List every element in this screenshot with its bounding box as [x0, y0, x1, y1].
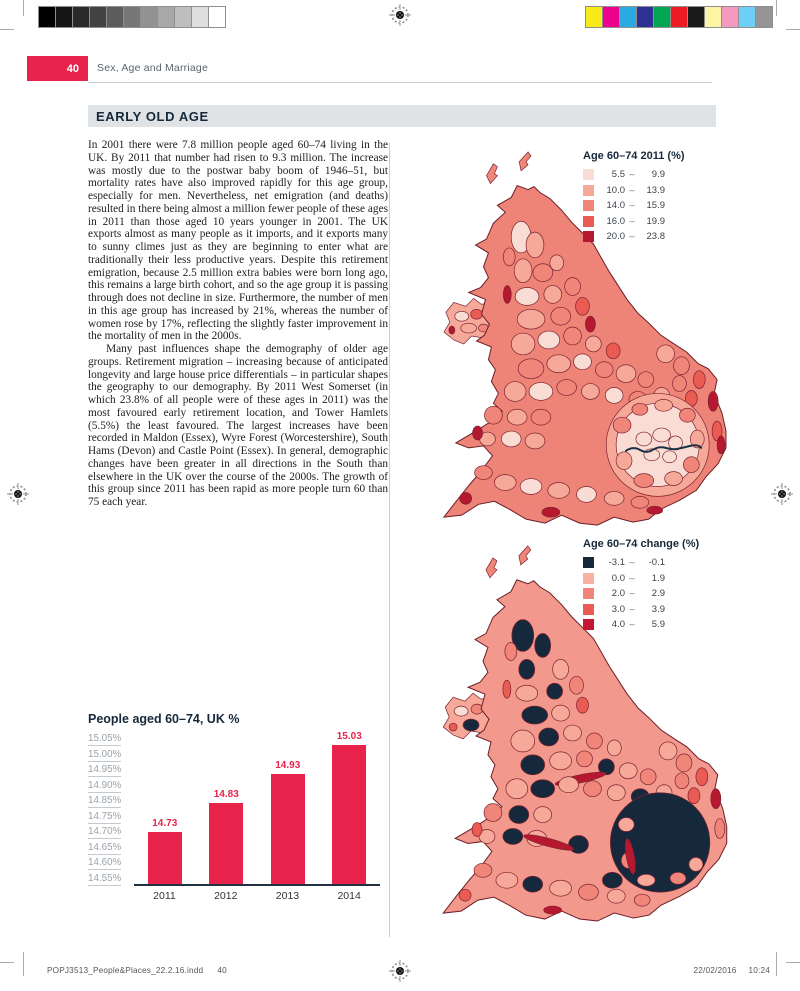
legend-range-high: 19.9	[646, 215, 665, 227]
legend-row	[583, 167, 748, 183]
legend-row	[583, 571, 748, 587]
legend-swatch	[583, 604, 594, 615]
calibration-swatch	[192, 7, 209, 27]
calibration-swatch	[756, 7, 772, 27]
bar	[271, 774, 305, 884]
calibration-swatch	[705, 7, 722, 27]
bar	[148, 832, 182, 884]
legend-range-low: 0.0	[611, 572, 625, 584]
x-tick-label: 2014	[337, 890, 361, 902]
page-number-badge	[27, 56, 88, 81]
legend-row	[583, 617, 748, 633]
legend-range-high: 5.9	[651, 619, 665, 631]
legend-range-dash: –	[629, 215, 635, 227]
legend-range-dash: –	[629, 200, 635, 212]
bar-value-label: 14.83	[213, 789, 239, 800]
crop-mark	[786, 962, 800, 963]
y-tick-label: 15.00%	[88, 748, 122, 760]
paragraph: Many past influences shape the demography of older age groups. Retirement migration – increasing because of anticipated longevity and large house price differentials – in particular shapes the geography to our demography. By 2011 West Somerset (in which 23.8% of all people were of these ages in 2011) was the most favoured early retirement location, and Tower Hamlets (5.5%) the least favoured. The largest increases have been recorded in Maldon (Essex), Wyre Forest (Worcestershire), South Hams (Devon) and Castle Point (Essex). In general, demographic changes have been greater in all directions in the South than elsewhere in the UK over the course of the 2000s. The growth of this group since 2011 has been rapid as more people turn 60 than 75 each year.	[88, 343, 388, 508]
legend-change	[583, 538, 748, 633]
chart-y-axis	[88, 734, 134, 886]
section-heading: EARLY OLD AGE	[96, 108, 209, 124]
legend-rows	[583, 555, 748, 633]
y-tick-label: 15.05%	[88, 733, 122, 744]
crop-mark	[23, 0, 24, 16]
legend-range-dash: –	[629, 184, 635, 196]
chart-plot-area	[134, 731, 380, 886]
legend-range-low: 5.5	[611, 169, 625, 181]
bar-slot	[271, 760, 305, 884]
bar-value-label: 14.73	[152, 818, 178, 829]
crop-mark	[0, 29, 14, 30]
calibration-swatch	[124, 7, 141, 27]
footer-datetime	[694, 966, 770, 975]
legend-range-high: -0.1	[648, 557, 665, 569]
color-calibration-bar	[585, 6, 773, 28]
legend-title: Age 60–74 change (%)	[583, 538, 700, 550]
legend-range-dash: –	[629, 572, 635, 584]
legend-row	[583, 198, 748, 214]
legend-range-low: 20.0	[606, 231, 625, 243]
crop-mark	[23, 952, 24, 976]
crop-mark	[0, 962, 14, 963]
legend-row	[583, 214, 748, 230]
legend-range-low: 4.0	[611, 619, 625, 631]
calibration-swatch	[671, 7, 688, 27]
bar	[209, 803, 243, 884]
y-tick-label: 14.65%	[88, 841, 122, 853]
y-tick-label: 14.95%	[88, 764, 122, 776]
y-tick-label: 14.85%	[88, 795, 122, 807]
legend-range-dash: –	[629, 603, 635, 615]
x-tick-label: 2013	[275, 890, 300, 902]
legend-range-dash: –	[629, 169, 635, 181]
legend-range-low: -3.1	[608, 557, 625, 569]
legend-range-low: 16.0	[606, 215, 625, 227]
footer-date: 22/02/2016	[693, 966, 737, 975]
calibration-swatch	[209, 7, 225, 27]
legend-swatch	[583, 557, 594, 568]
imprint-filename: POPJ3513_People&Places_22.2.16.indd	[47, 966, 204, 975]
bar-slot	[332, 731, 366, 884]
bar-slot	[209, 789, 243, 884]
legend-range-high: 13.9	[646, 184, 665, 196]
legend-rows	[583, 167, 748, 245]
paragraph: In 2001 there were 7.8 million people aged 60–74 living in the UK. By 2011 that number had risen to 9.3 million. The increase was mostly due to the postwar baby boom of 1946–51, but mortality rates have also improved rapidly for this age group, especially for men. Nevertheless, net emigration (and deaths) resulted in there being almost a million fewer people of these ages in 2011 than those aged 10 years younger in 2001. The UK exports almost as many people as it imports, and it exports many to sunny climes just as they are beginning to enter what are traditionally their less productive years. Despite this retirement emigration, because 2.5 million extra babies were born long ago, this remains a large birth cohort, and so the age group it is passing through does not decline in size. Furthermore, the number of men in this age group has increased by 21%, whereas the number of women rose by 17%, reflecting the slightly faster improvement in the mortality of men in the 2000s.	[88, 139, 388, 343]
footer-imprint	[47, 966, 227, 975]
grayscale-calibration-bar	[38, 6, 226, 28]
calibration-swatch	[39, 7, 56, 27]
column-divider	[389, 143, 390, 937]
x-tick-label: 2012	[214, 890, 238, 902]
legend-swatch	[583, 200, 594, 211]
y-tick-label: 14.70%	[88, 826, 122, 838]
calibration-swatch	[586, 7, 603, 27]
bar	[332, 745, 366, 884]
legend-swatch	[583, 169, 594, 180]
calibration-swatch	[739, 7, 756, 27]
calibration-swatch	[620, 7, 637, 27]
legend-range-low: 3.0	[611, 603, 625, 615]
calibration-swatch	[603, 7, 620, 27]
y-tick-label: 14.75%	[88, 810, 122, 822]
legend-range-low: 14.0	[606, 200, 625, 212]
crop-mark	[786, 29, 800, 30]
crop-mark	[776, 0, 777, 16]
calibration-swatch	[107, 7, 124, 27]
calibration-swatch	[688, 7, 705, 27]
footer-time: 10:24	[748, 966, 770, 975]
legend-row	[583, 602, 748, 618]
legend-swatch	[583, 185, 594, 196]
legend-range-high: 1.9	[651, 572, 665, 584]
bar-value-label: 14.93	[275, 760, 301, 771]
calibration-swatch	[637, 7, 654, 27]
calibration-swatch	[158, 7, 175, 27]
registration-mark-top	[389, 4, 411, 26]
crop-mark	[776, 952, 777, 976]
chart-x-axis	[134, 890, 380, 902]
legend-row	[583, 586, 748, 602]
calibration-swatch	[73, 7, 90, 27]
legend-range-high: 23.8	[646, 231, 665, 243]
section-heading-band	[88, 105, 716, 127]
legend-title: Age 60–74 2011 (%)	[583, 150, 685, 162]
running-header: Sex, Age and Marriage	[97, 62, 209, 74]
chart-title: People aged 60–74, UK %	[88, 712, 240, 726]
calibration-swatch	[90, 7, 107, 27]
legend-range-dash: –	[629, 557, 635, 569]
legend-range-dash: –	[629, 588, 635, 600]
legend-range-high: 3.9	[651, 603, 665, 615]
registration-mark-right	[771, 483, 793, 505]
legend-swatch	[583, 588, 594, 599]
legend-range-low: 10.0	[606, 184, 625, 196]
legend-row	[583, 183, 748, 199]
legend-range-high: 15.9	[646, 200, 665, 212]
calibration-swatch	[56, 7, 73, 27]
legend-2011	[583, 150, 748, 245]
header-rule	[88, 82, 712, 83]
calibration-swatch	[175, 7, 192, 27]
legend-row	[583, 229, 748, 245]
legend-range-low: 2.0	[611, 588, 625, 600]
calibration-swatch	[722, 7, 739, 27]
y-tick-label: 14.55%	[88, 872, 122, 884]
legend-range-high: 2.9	[651, 588, 665, 600]
calibration-swatch	[654, 7, 671, 27]
registration-mark-left	[7, 483, 29, 505]
bar-chart-people-aged-60-74	[88, 712, 380, 902]
article-body	[88, 139, 388, 509]
legend-range-dash: –	[629, 619, 635, 631]
y-tick-label: 14.90%	[88, 779, 122, 791]
calibration-swatch	[141, 7, 158, 27]
legend-row	[583, 555, 748, 571]
legend-range-dash: –	[629, 231, 635, 243]
bar-value-label: 15.03	[336, 731, 362, 742]
bar-slot	[148, 818, 182, 884]
legend-swatch	[583, 231, 594, 242]
legend-range-high: 9.9	[651, 169, 665, 181]
legend-swatch	[583, 216, 594, 227]
legend-swatch	[583, 573, 594, 584]
page-number: 40	[66, 62, 79, 75]
legend-swatch	[583, 619, 594, 630]
imprint-page-number: 40	[217, 966, 227, 975]
registration-mark-bottom	[389, 960, 411, 982]
x-tick-label: 2011	[153, 890, 176, 902]
y-tick-label: 14.60%	[88, 857, 122, 869]
